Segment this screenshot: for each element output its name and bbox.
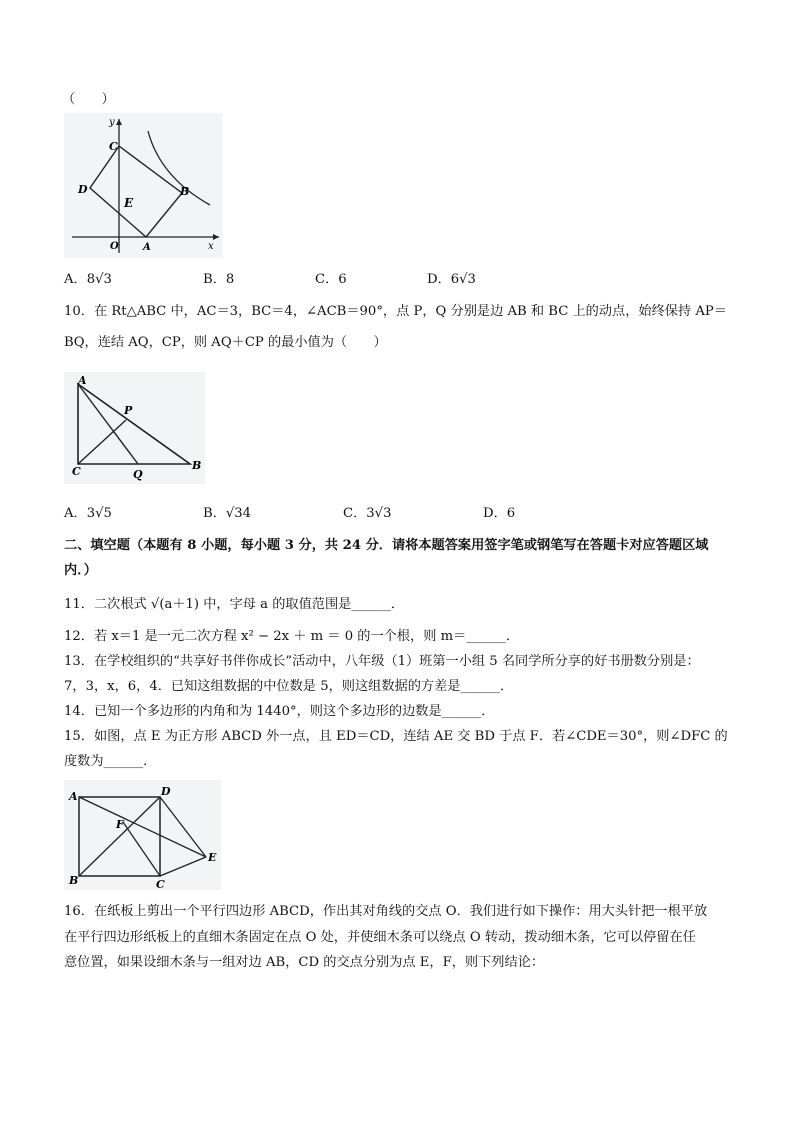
- q9-option-b[interactable]: B．8: [203, 272, 235, 287]
- q10-figure: [64, 372, 205, 484]
- q9-label-E: E: [124, 196, 134, 210]
- q10-option-a[interactable]: A．3√5: [64, 506, 112, 521]
- q9-figure: [64, 113, 223, 258]
- q15-text-line2: 度数为______．: [64, 754, 157, 769]
- q9-label-y: y: [109, 117, 115, 128]
- q9-option-c[interactable]: C．6: [315, 272, 347, 287]
- q10-option-b[interactable]: B．√34: [203, 506, 252, 521]
- q9-answer-paren: （ ）: [62, 92, 115, 107]
- q14-text: 14．已知一个多边形的内角和为 1440°，则这个多边形的边数是______．: [64, 704, 495, 719]
- section2-heading-line2: 内．）: [64, 563, 97, 578]
- q9-option-d[interactable]: D．6√3: [427, 272, 476, 287]
- q15-text-line1: 15．如图，点 E 为正方形 ABCD 外一点，且 ED＝CD，连结 AE 交 BD 于点 F．若∠CDE＝30°，则∠DFC 的: [64, 729, 728, 744]
- q10-label-A: A: [78, 374, 87, 387]
- q15-label-F: F: [116, 818, 124, 831]
- q15-label-E: E: [208, 851, 217, 864]
- q11-text: 11．二次根式 √(a＋1) 中，字母 a 的取值范围是______．: [64, 597, 405, 612]
- q10-label-P: P: [124, 404, 133, 417]
- q10-triangle-svg: [64, 372, 205, 484]
- q10-label-C: C: [72, 465, 81, 478]
- q16-text-line3: 意位置，如果设细木条与一组对边 AB，CD 的交点分别为点 E，F，则下列结论：: [64, 955, 545, 970]
- q9-label-D: D: [78, 183, 88, 196]
- q15-figure: [64, 780, 221, 890]
- q13-text-line2: 7，3，x，6，4．已知这组数据的中位数是 5，则这组数据的方差是______．: [64, 679, 514, 694]
- q15-label-B: B: [69, 874, 79, 887]
- q15-label-D: D: [161, 785, 171, 798]
- q12-text: 12．若 x＝1 是一元二次方程 x² − 2x ＋ m ＝ 0 的一个根，则 m＝______．: [64, 629, 520, 644]
- q15-square-svg: [64, 780, 221, 890]
- q9-label-C: C: [109, 140, 118, 153]
- q15-label-C: C: [156, 878, 165, 890]
- q10-text-line1: 10．在 Rt△ABC 中，AC＝3，BC＝4，∠ACB＝90°，点 P，Q 分别是边 AB 和 BC 上的动点，始终保持 AP＝: [64, 304, 727, 319]
- q10-label-B: B: [192, 459, 202, 472]
- q9-label-x: x: [208, 241, 214, 252]
- q9-option-a[interactable]: A．8√3: [64, 272, 112, 287]
- q16-text-line1: 16．在纸板上剪出一个平行四边形 ABCD，作出其对角线的交点 O．我们进行如下操作：用大头针把一根平放: [64, 904, 708, 919]
- q9-label-O: O: [110, 241, 119, 252]
- q15-label-A: A: [69, 790, 78, 803]
- q10-option-c[interactable]: C．3√3: [343, 506, 392, 521]
- q10-text-line2: BQ，连结 AQ，CP，则 AQ＋CP 的最小值为（ ）: [64, 335, 387, 350]
- q10-label-Q: Q: [133, 468, 143, 481]
- q9-graph-svg: [64, 113, 223, 258]
- q9-label-A: A: [143, 242, 151, 253]
- q16-text-line2: 在平行四边形纸板上的直细木条固定在点 O 处，并使细木条可以绕点 O 转动，拨动细木条，它可以停留在任: [64, 930, 696, 945]
- q10-option-d[interactable]: D．6: [483, 506, 516, 521]
- q9-label-B: B: [180, 185, 190, 198]
- section2-heading-line1: 二、填空题（本题有 8 小题，每小题 3 分，共 24 分．请将本题答案用签字笔或钢笔写在答题卡对应答题区域: [64, 538, 709, 553]
- q13-text-line1: 13．在学校组织的“共享好书伴你成长”活动中，八年级（1）班第一小组 5 名同学所分享的好书册数分别是：: [64, 654, 700, 669]
